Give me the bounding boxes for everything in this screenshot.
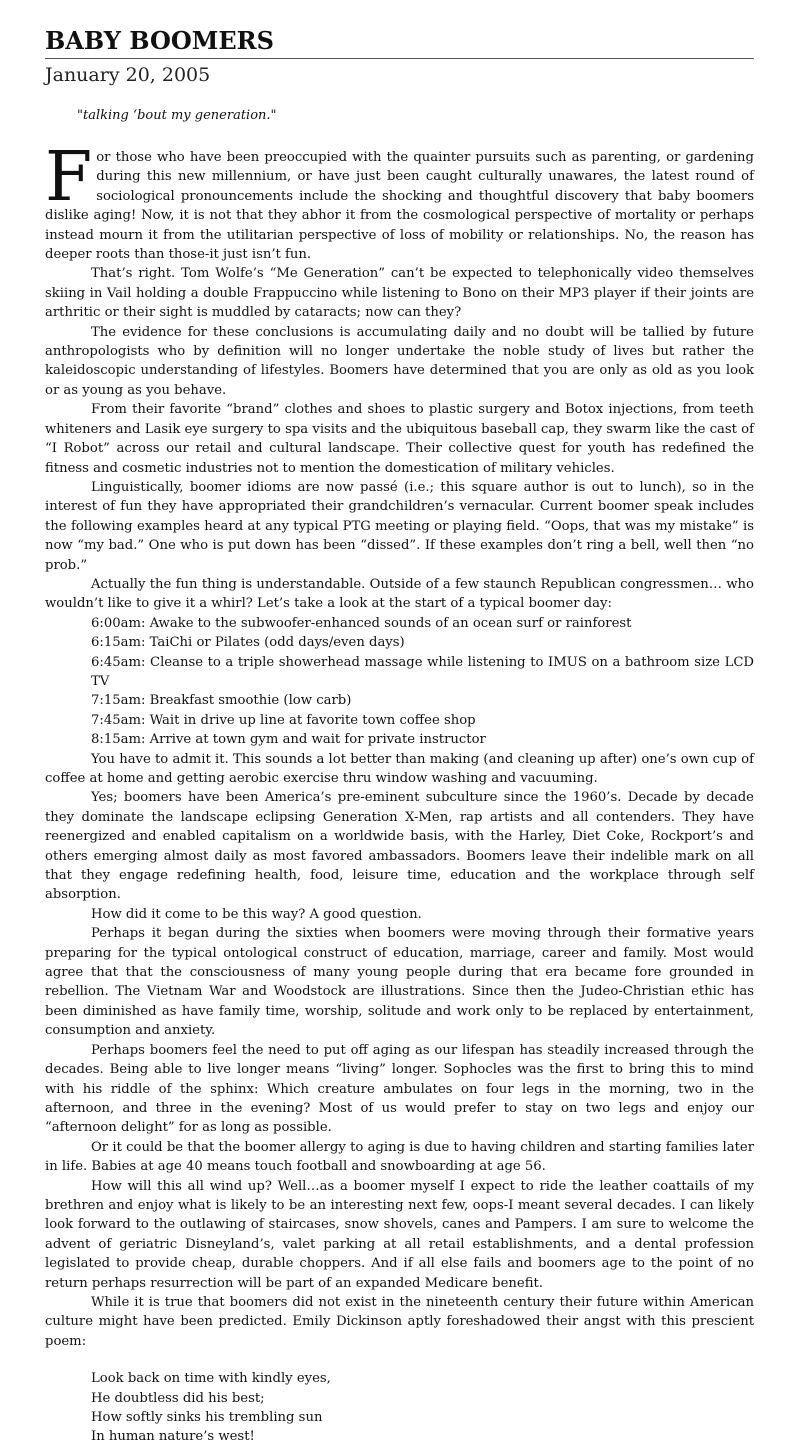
poem-line: How softly sinks his trembling sun <box>91 1410 323 1425</box>
article-page <box>45 26 754 1447</box>
schedule-item: 7:15am: Breakfast smoothie (low carb) <box>91 693 352 709</box>
paragraph: How did it come to be this way? A good question. <box>91 906 422 922</box>
schedule-item: 6:45am: Cleanse to a triple showerhead massage while listening to IMUS on a bathroom size LCD TV <box>91 654 754 689</box>
drop-cap: F <box>45 138 93 217</box>
schedule-item: 6:15am: TaiChi or Pilates (odd days/even days) <box>91 635 405 651</box>
poem-line: Look back on time with kindly eyes, <box>91 1371 331 1387</box>
article-title: BABY BOOMERS <box>45 26 754 59</box>
paragraph: Or it could be that the boomer allergy to aging is due to having children and starting families later in life. Babies at age 40 means touch football and snowboarding at age 56. <box>45 1139 754 1175</box>
epigraph: "talking ‘bout my generation." <box>77 108 277 123</box>
article-date: January 20, 2005 <box>45 64 211 86</box>
paragraph: Perhaps boomers feel the need to put off aging as our lifespan has steadily increased through the decades. Being able to live longer means “living” longer. Sophocles was the first to bring this to mind with his riddle of the sphinx: Which creature ambulates on four legs in the morning, two in the afternoon, and three in the evening? Most of us would prefer to stay on two legs and enjoy our “afternoon delight” for as long as possible. <box>45 1042 754 1136</box>
poem-line: In human nature’s west! <box>91 1429 255 1445</box>
poem <box>45 1369 754 1447</box>
schedule-item: 6:00am: Awake to the subwoofer-enhanced sounds of an ocean surf or rainforest <box>91 615 632 631</box>
paragraph: Linguistically, boomer idioms are now passé (i.e.; this square author is out to lunch), so in the interest of fun they have appropriated their grandchildren’s vernacular. Current boomer speak includes the following examples heard at any typical PTG meeting or playing field. “Oops, that was my mistake” is now “my bad.” One who is put down has been “dissed”. If these examples don’t ring a bell, well then “no prob.” <box>45 479 754 573</box>
paragraph: While it is true that boomers did not exist in the nineteenth century their future within American culture might have been predicted. Emily Dickinson aptly foreshadowed their angst with this prescient poem: <box>45 1294 754 1349</box>
poem-line: He doubtless did his best; <box>91 1390 265 1406</box>
paragraph: That’s right. Tom Wolfe’s “Me Generation” can’t be expected to telephonically video themselves skiing in Vail holding a double Frappuccino while listening to Bono on their MP3 player if their joints are arthritic or their sight is muddled by cataracts; now can they? <box>45 266 754 321</box>
paragraph: From their favorite “brand” clothes and shoes to plastic surgery and Botox injections, from teeth whiteners and Lasik eye surgery to spa visits and the ubiquitous baseball cap, they swarm like the cast of “I Robot” across our retail and cultural landscape. Their collective quest for youth has redefined the fitness and cosmetic industries not to mention the domestication of military vehicles. <box>45 402 754 476</box>
article-body <box>45 138 754 1351</box>
paragraph: Perhaps it began during the sixties when boomers were moving through their formative years preparing for the typical ontological construct of education, marriage, career and family. Most would agree that that the consciousness of many young people during that era became fore grounded in rebellion. The Vietnam War and Woodstock are illustrations. Since then the Judeo-Christian ethic has been diminished as have family time, worship, solitude and work only to be replaced by entertainment, consumption and anxiety. <box>45 926 754 1039</box>
paragraph: The evidence for these conclusions is accumulating daily and no doubt will be tallied by future anthropologists who by definition will no longer undertake the noble study of lives but rather the kaleidoscopic understanding of lifestyles. Boomers have determined that you are only as old as you look or as young as you behave. <box>45 324 754 398</box>
first-paragraph-text: or those who have been preoccupied with the quainter pursuits such as parenting, or gardening during this new millennium, or have just been caught culturally unawares, the latest round of sociological pronouncements include the shocking and thoughtful discovery that baby boomers dislike aging! Now, it is not that they abhor it from the cosmological perspective of mortality or perhaps instead mourn it from the utilitarian perspective of loss of mobility or relationships. No, the reason has deeper roots than those-it just isn’t fun. <box>45 150 754 263</box>
paragraph: You have to admit it. This sounds a lot better than making (and cleaning up after) one’s own cup of coffee at home and getting aerobic exercise thru window washing and vacuuming. <box>45 751 754 786</box>
paragraph: Yes; boomers have been America’s pre-eminent subculture since the 1960’s. Decade by decade they dominate the landscape eclipsing Generation X-Men, rap artists and all contenders. They have reenergized and enabled capitalism on a worldwide basis, with the Harley, Diet Coke, Rockport’s and others emerging almost daily as most favored ambassadors. Boomers leave their indelible mark on all that they engage redefining health, food, leisure time, education and the workplace through self absorption. <box>45 790 754 903</box>
schedule-item: 8:15am: Arrive at town gym and wait for private instructor <box>91 732 486 748</box>
first-paragraph <box>45 138 754 264</box>
paragraph: Actually the fun thing is understandable. Outside of a few staunch Republican congressmen… who wouldn’t like to give it a whirl? Let’s take a look at the start of a typical boomer day: <box>45 576 754 612</box>
schedule-item: 7:45am: Wait in drive up line at favorite town coffee shop <box>91 712 476 728</box>
paragraph: How will this all wind up? Well…as a boomer myself I expect to ride the leather coattails of my brethren and enjoy what is likely to be an interesting next few, oops-I meant several decades. I can likely look forward to the outlawing of staircases, snow shovels, canes and Pampers. I am sure to welcome the advent of geriatric Disneyland’s, valet parking at all retail establishments, and a dental profession legislated to provide cheap, durable choppers. And if all else fails and boomers age to the point of no return perhaps resurrection will be part of an expanded Medicare benefit. <box>45 1178 754 1291</box>
